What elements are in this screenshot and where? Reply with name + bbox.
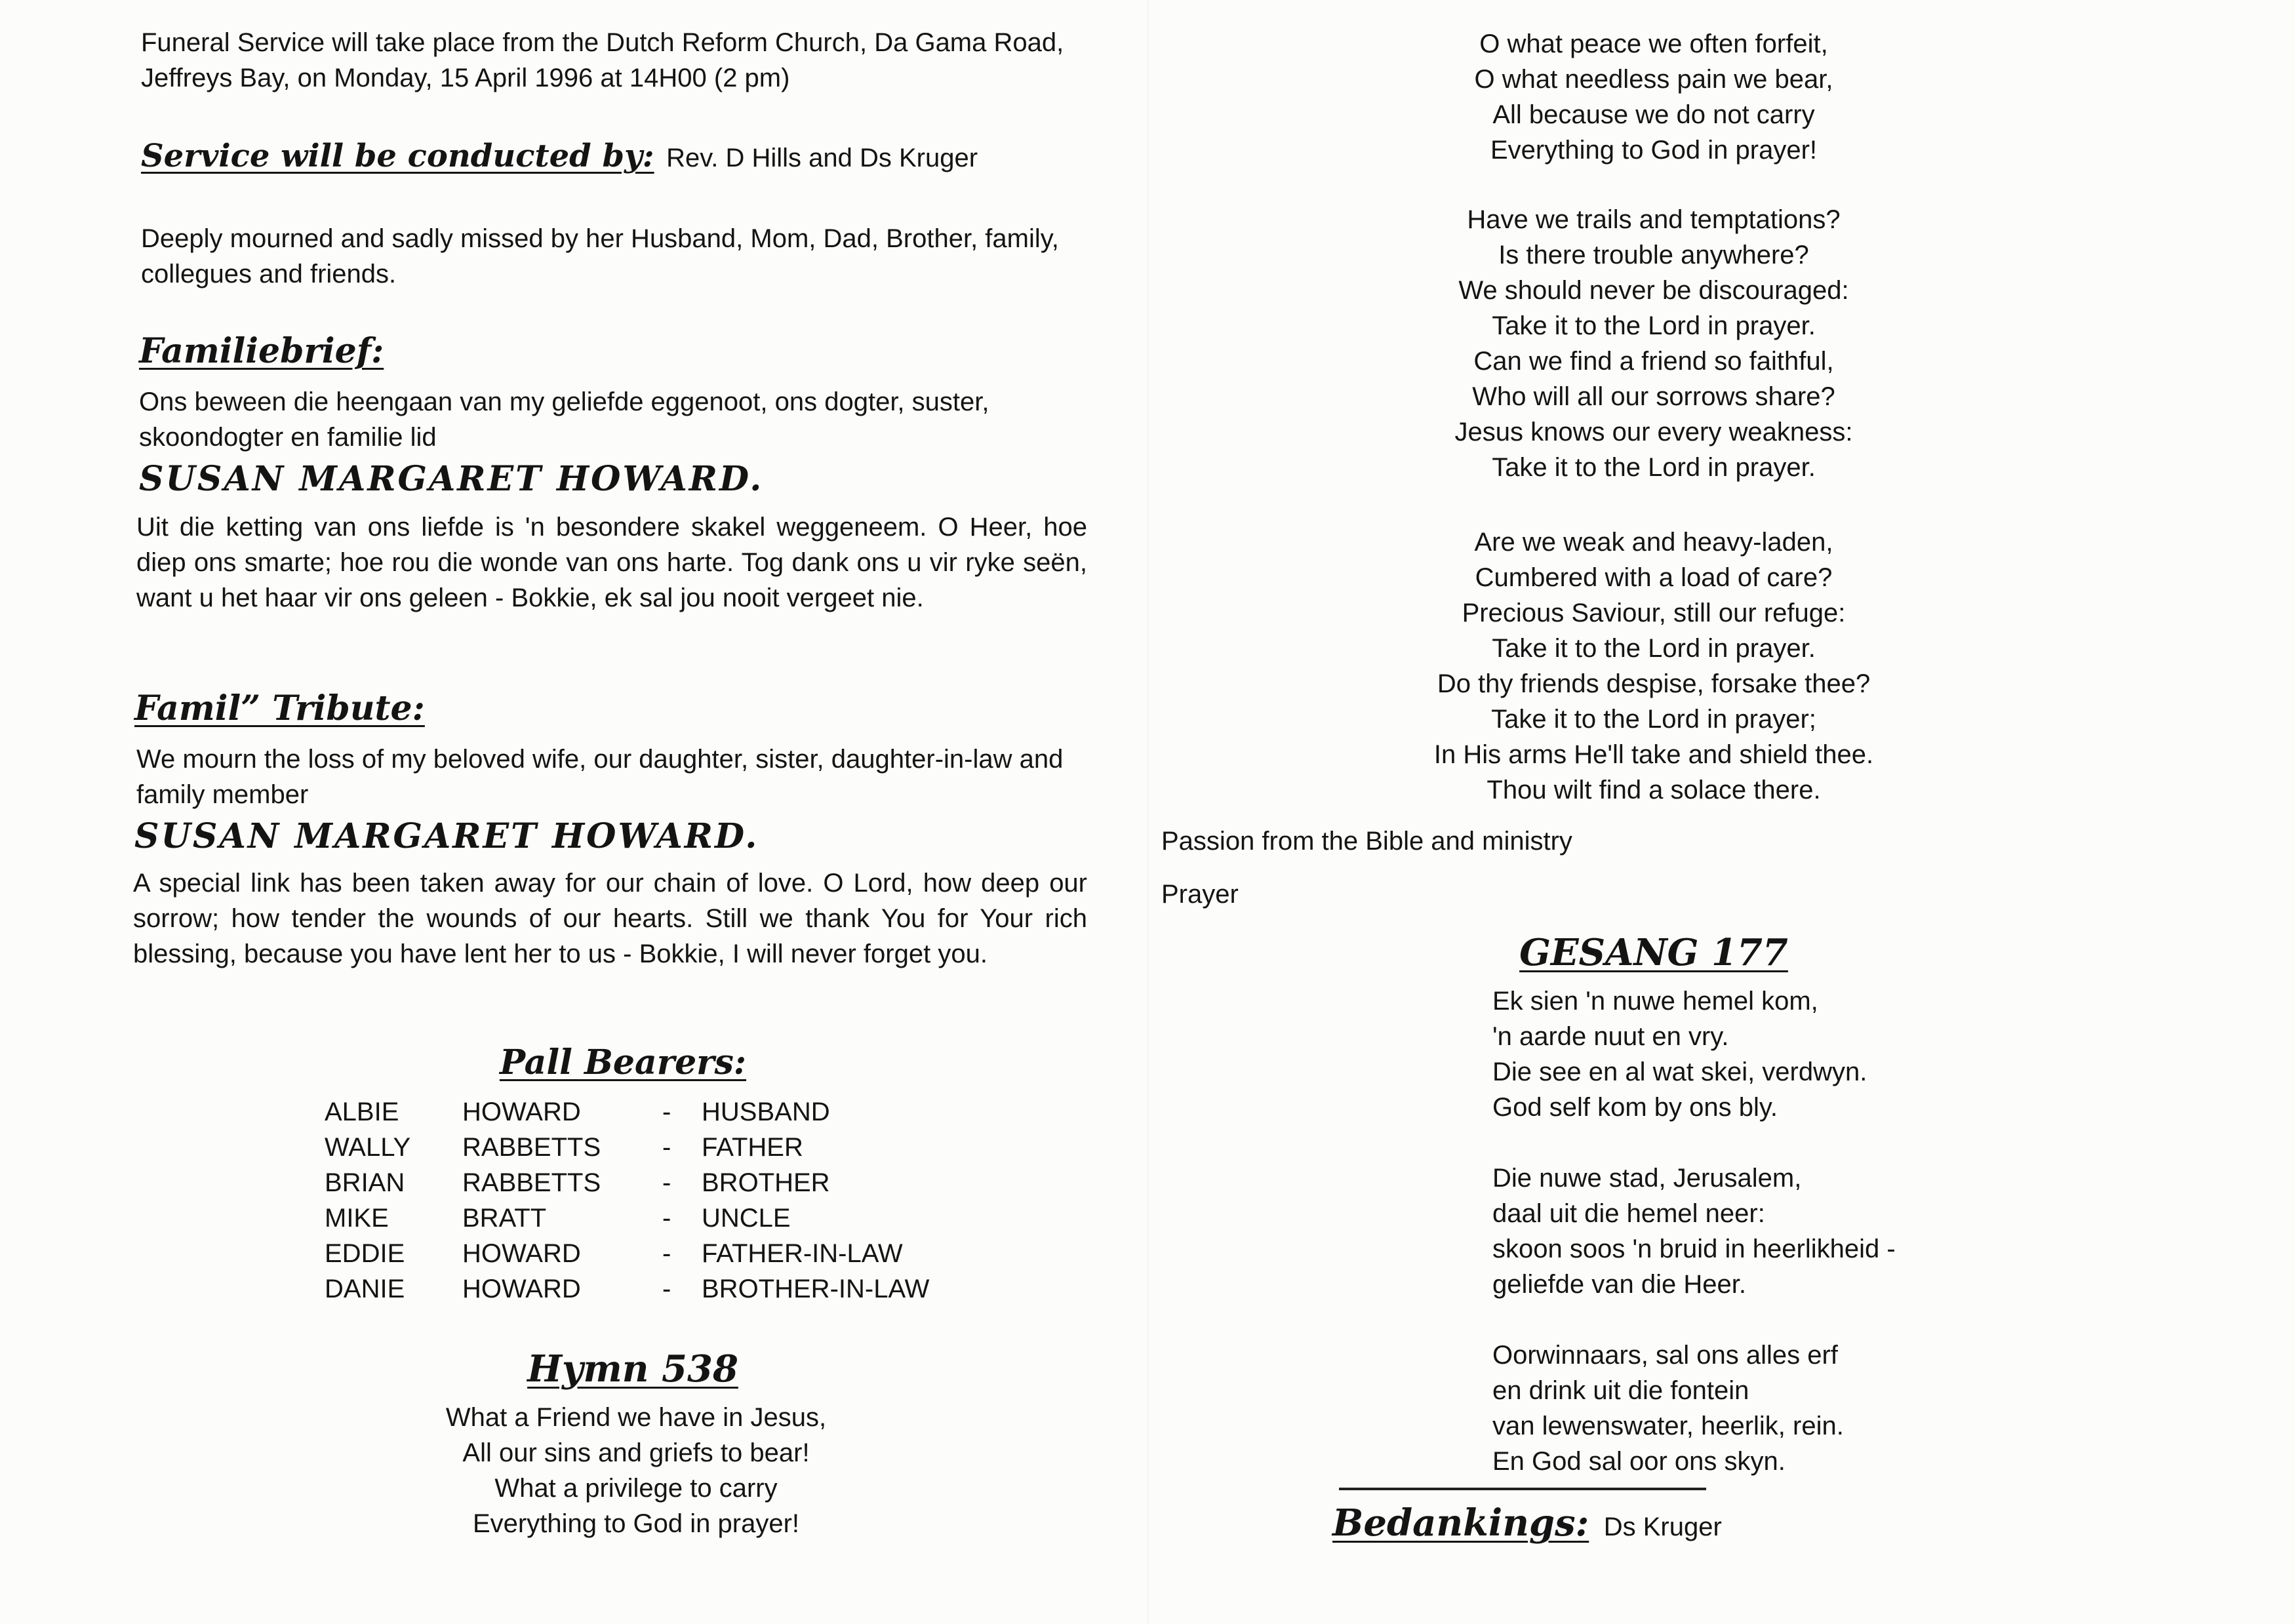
gesang-verse-1 (1492, 983, 2083, 1125)
pall-bearer-first-name: MIKE (325, 1204, 389, 1233)
pall-bearer-last-name: RABBETTS (462, 1133, 601, 1162)
right-page (1149, 0, 2295, 1624)
tribute-heading: Famil” Tribute: (134, 688, 425, 728)
gesang-verse-2 (1492, 1160, 2083, 1302)
hymn-line: Take it to the Lord in prayer. (1492, 311, 1816, 340)
hymn-line: Everything to God in prayer! (1490, 136, 1818, 165)
hymn-538-heading: Hymn 538 (527, 1347, 738, 1391)
pall-bearer-dash: - (662, 1133, 671, 1162)
pall-bearer-row (325, 1271, 929, 1307)
gesang-line: Die nuwe stad, Jerusalem, (1492, 1164, 1802, 1193)
pall-bearer-relation: HUSBAND (702, 1098, 830, 1126)
familiebrief-heading: Familiebrief: (139, 331, 384, 371)
hymn-continuation-1 (1175, 26, 2132, 168)
pall-bearers-heading: Pall Bearers: (499, 1042, 747, 1082)
hymn-line: What a Friend we have in Jesus, (445, 1403, 827, 1432)
tribute-intro: We mourn the loss of my beloved wife, our daughter, sister, daughter-in-law and family member (136, 745, 1064, 809)
hymn-line: Cumbered with a load of care? (1475, 563, 1833, 592)
pall-bearer-first-name: BRIAN (325, 1168, 405, 1197)
hymn-line: What a privilege to carry (494, 1474, 778, 1503)
pall-bearer-dash: - (662, 1239, 671, 1268)
prayer-text: Prayer (1161, 880, 1239, 909)
gesang-heading: GESANG 177 (1519, 931, 1788, 974)
gesang-verse-3 (1492, 1337, 2083, 1479)
pall-bearer-row (325, 1236, 929, 1271)
pall-bearer-last-name: HOWARD (462, 1098, 581, 1126)
pall-bearer-row (325, 1130, 929, 1165)
hymn-line: Everything to God in prayer! (472, 1509, 800, 1538)
familiebrief-intro: Ons beween die heengaan van my geliefde eggenoot, ons dogter, suster, skoondogter en familie lid (139, 387, 989, 452)
pall-bearer-last-name: RABBETTS (462, 1168, 601, 1197)
pall-bearer-first-name: EDDIE (325, 1239, 405, 1268)
pall-bearer-relation: FATHER (702, 1133, 803, 1162)
pall-bearers-list (325, 1094, 929, 1307)
familiebrief-text: Uit die ketting van ons liefde is 'n besondere skakel weggeneem. O Heer, hoe diep ons smarte; hoe rou die wonde van ons harte. Tog dank ons u vir ryke seën, want u het haar vir ons geleen - Bokkie, ek sal jou nooit vergeet nie. (136, 513, 1087, 612)
pall-bearer-dash: - (662, 1204, 671, 1233)
gesang-line: van lewenswater, heerlik, rein. (1492, 1412, 1844, 1440)
hymn-line: Can we find a friend so faithful, (1473, 347, 1834, 376)
hymn-538-verse (302, 1400, 970, 1541)
hymn-line: We should never be discouraged: (1458, 276, 1849, 305)
gesang-line: En God sal oor ons skyn. (1492, 1447, 1786, 1476)
gesang-rule (1339, 1488, 1706, 1490)
service-intro: Funeral Service will take place from the Dutch Reform Church, Da Gama Road, Jeffreys Bay, on Monday, 15 April 1996 at 14H00 (2 pm) (141, 28, 1064, 92)
hymn-line: Thou wilt find a solace there. (1487, 776, 1821, 804)
mourned-text: Deeply mourned and sadly missed by her Husband, Mom, Dad, Brother, family, collegues and friends. (141, 224, 1059, 288)
pall-bearer-first-name: DANIE (325, 1275, 405, 1303)
gesang-line: Oorwinnaars, sal ons alles erf (1492, 1341, 1838, 1370)
pall-bearer-last-name: HOWARD (462, 1275, 581, 1303)
pall-bearer-last-name: HOWARD (462, 1239, 581, 1268)
gesang-line: skoon soos 'n bruid in heerlikheid - (1492, 1235, 1896, 1263)
gesang-line: geliefde van die Heer. (1492, 1270, 1746, 1299)
hymn-line: Take it to the Lord in prayer. (1492, 453, 1816, 482)
hymn-line: Who will all our sorrows share? (1472, 382, 1835, 411)
passion-text: Passion from the Bible and ministry (1161, 827, 1572, 856)
gesang-line: Ek sien 'n nuwe hemel kom, (1492, 987, 1818, 1016)
hymn-continuation-2 (1175, 202, 2132, 485)
bedankings-value: Ds Kruger (1603, 1513, 1722, 1541)
hymn-line: Jesus knows our every weakness: (1454, 418, 1853, 446)
hymn-line: Take it to the Lord in prayer. (1492, 634, 1816, 663)
gesang-line: 'n aarde nuut en vry. (1492, 1022, 1729, 1051)
hymn-line: Do thy friends despise, forsake thee? (1437, 669, 1871, 698)
pall-bearer-relation: UNCLE (702, 1204, 791, 1233)
hymn-line: In His arms He'll take and shield thee. (1433, 740, 1874, 769)
hymn-line: All because we do not carry (1492, 100, 1815, 129)
pall-bearer-row (325, 1165, 929, 1200)
hymn-continuation-3 (1175, 525, 2132, 808)
pall-bearer-relation: BROTHER-IN-LAW (702, 1275, 930, 1303)
gesang-line: en drink uit die fontein (1492, 1376, 1749, 1405)
pall-bearer-dash: - (662, 1168, 671, 1197)
bedankings-line (1332, 1501, 1722, 1545)
hymn-line: O what needless pain we bear, (1474, 65, 1833, 94)
gesang-line: Die see en al wat skei, verdwyn. (1492, 1058, 1867, 1086)
pall-bearer-relation: BROTHER (702, 1168, 830, 1197)
pall-bearer-dash: - (662, 1098, 671, 1126)
conducted-heading: Service will be conducted by: (141, 138, 654, 174)
pall-bearer-first-name: ALBIE (325, 1098, 399, 1126)
pall-bearer-row (325, 1094, 929, 1130)
conducted-value: Rev. D Hills and Ds Kruger (666, 144, 978, 172)
hymn-line: Are we weak and heavy-laden, (1474, 528, 1833, 557)
hymn-line: Is there trouble anywhere? (1498, 241, 1809, 269)
gesang-line: daal uit die hemel neer: (1492, 1199, 1765, 1228)
hymn-line: O what peace we often forfeit, (1479, 30, 1828, 58)
name-afrikaans: SUSAN MARGARET HOWARD. (139, 459, 764, 499)
hymn-line: Take it to the Lord in prayer; (1491, 705, 1816, 734)
pall-bearer-first-name: WALLY (325, 1133, 411, 1162)
pall-bearer-row (325, 1200, 929, 1236)
pall-bearer-last-name: BRATT (462, 1204, 547, 1233)
conducted-line (141, 138, 1092, 176)
pall-bearer-relation: FATHER-IN-LAW (702, 1239, 903, 1268)
pall-bearer-dash: - (662, 1275, 671, 1303)
hymn-line: Have we trails and temptations? (1467, 205, 1841, 234)
tribute-text: A special link has been taken away for our chain of love. O Lord, how deep our sorrow; how tender the wounds of our hearts. Still we thank You for Your rich blessing, because you have lent her to us - Bokkie, I will never forget you. (133, 869, 1087, 968)
bedankings-heading: Bedankings: (1332, 1501, 1589, 1545)
gesang-line: God self kom by ons bly. (1492, 1093, 1778, 1122)
name-english: SUSAN MARGARET HOWARD. (134, 816, 759, 856)
hymn-line: Precious Saviour, still our refuge: (1462, 599, 1846, 627)
hymn-line: All our sins and griefs to bear! (462, 1438, 810, 1467)
